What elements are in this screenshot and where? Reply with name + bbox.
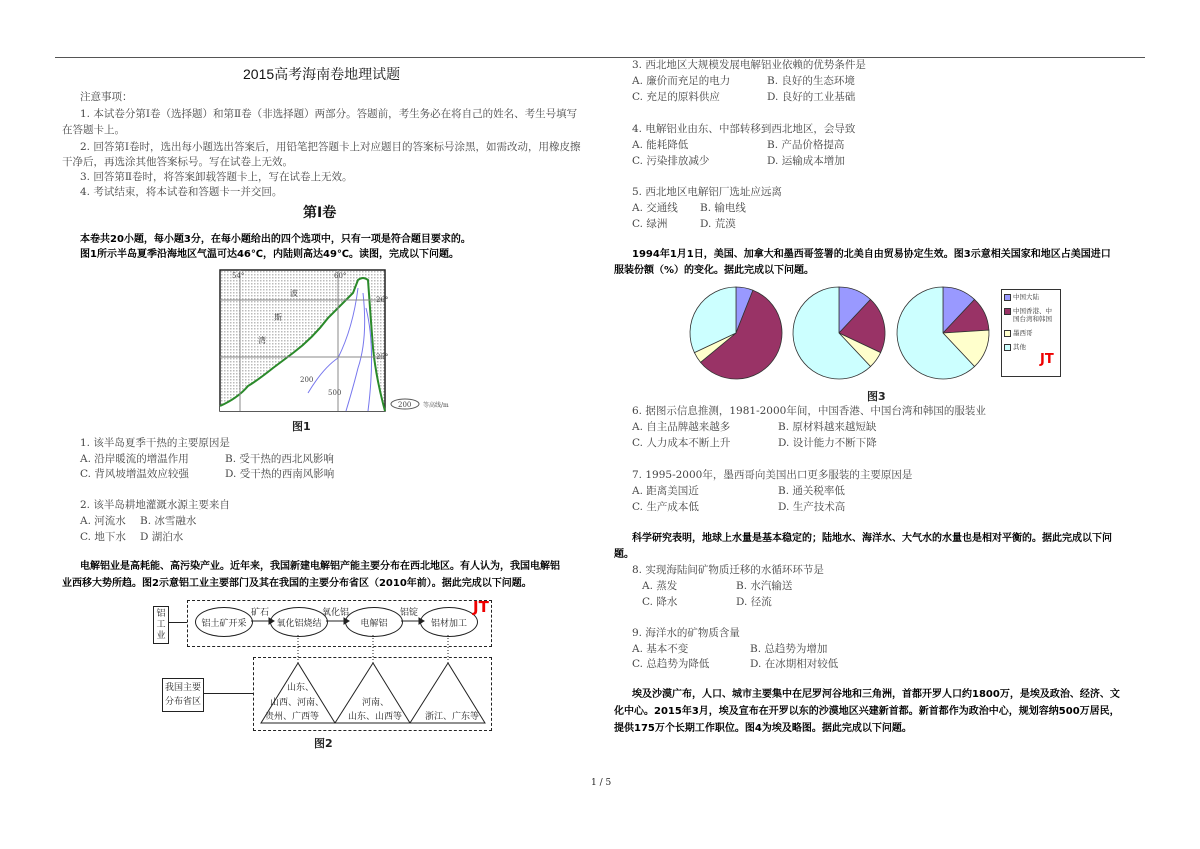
option: C. 背风坡增温效应较强 xyxy=(80,468,189,480)
legend-swatch xyxy=(1004,308,1011,315)
option: B. 输电线 xyxy=(700,202,746,214)
sea-label: 波 xyxy=(290,289,298,298)
legend-swatch xyxy=(1004,344,1011,351)
province-text: 山东、 xyxy=(287,683,315,693)
option: D. 荒漠 xyxy=(700,218,736,230)
question-6-stem: 6. 据图示信息推测，1981-2000年间，中国香港、中国台湾和韩国的服装业 xyxy=(632,405,986,417)
region-label: 我国主要分布省区 xyxy=(162,678,204,712)
option: A. 基本不变 xyxy=(632,643,689,655)
figure-1-map xyxy=(218,268,458,414)
sea-label: 湾 xyxy=(258,336,266,345)
figure-3-caption: 图3 xyxy=(867,390,886,403)
option: C. 降水 xyxy=(642,596,678,608)
option: C. 人力成本不断上升 xyxy=(632,437,731,449)
option: B. 总趋势为增加 xyxy=(750,643,828,655)
legend-label: 其他 xyxy=(1013,343,1026,351)
province-text: 河南、 xyxy=(362,698,390,708)
option: A. 能耗降低 xyxy=(632,139,689,151)
question-2-stem: 2. 该半岛耕地灌溉水源主要来自 xyxy=(80,499,230,511)
legend-label: 中国大陆 xyxy=(1013,293,1039,301)
option: D. 径流 xyxy=(736,596,772,608)
lon-label: 54° xyxy=(232,272,245,280)
section-heading: 第Ⅰ卷 xyxy=(303,205,337,221)
option: B. 产品价格提高 xyxy=(767,139,845,151)
option: D. 运输成本增加 xyxy=(767,155,845,167)
passage-text: 题。 xyxy=(614,549,634,560)
notice-line: 在答题卡上。 xyxy=(62,124,125,136)
page-title: 2015高考海南卷地理试题 xyxy=(243,66,401,82)
question-3-stem: 3. 西北地区大规模发展电解铝业依赖的优势条件是 xyxy=(632,59,866,71)
legend-swatch xyxy=(1004,330,1011,337)
option: A. 廉价而充足的电力 xyxy=(632,75,731,87)
option: D. 受干热的西南风影响 xyxy=(225,468,335,480)
question-7-stem: 7. 1995-2000年，墨西哥向美国出口更多服装的主要原因是 xyxy=(632,469,913,481)
option: B. 原材料越来越短缺 xyxy=(778,421,877,433)
passage-text: 服装份额（%）的变化。据此完成以下问题。 xyxy=(614,265,815,276)
notice-heading: 注意事项： xyxy=(80,91,133,103)
watermark-logo: JT xyxy=(1040,352,1054,367)
legend-label: 墨西哥 xyxy=(1013,329,1033,337)
passage-text: 电解铝业是高耗能、高污染产业。近年来，我国新建电解铝产能主要分布在西北地区。有人认为，我国电解铝 xyxy=(80,561,560,572)
option: B. 冰雪融水 xyxy=(140,515,197,527)
passage-text: 埃及沙漠广布，人口、城市主要集中在尼罗河谷地和三角洲，首都开罗人口约1800万，是埃及政治、经济、文 xyxy=(632,689,1120,700)
intro-text: 本卷共20小题，每小题3分，在每小题给出的四个选项中，只有一项是符合题目要求的。 xyxy=(80,234,471,245)
passage-text: 提供175万个长期工作职位。图4为埃及略图。据此完成以下问题。 xyxy=(614,723,912,734)
province-text: 山东、山西等 xyxy=(348,712,403,722)
passage-text: 化中心。2015年3月，埃及宣布在开罗以东的沙漠地区兴建新首都。新首都作为政治中心，规划容纳500万居民， xyxy=(614,706,1120,717)
option: A. 蒸发 xyxy=(642,580,678,592)
lat-label: 25° xyxy=(376,353,389,361)
option: C. 充足的原料供应 xyxy=(632,91,720,103)
chart-legend xyxy=(1001,289,1061,377)
option: C. 绿洲 xyxy=(632,218,668,230)
contour-label: 200 xyxy=(300,376,314,384)
notice-line: 3. 回答第Ⅱ卷时，将答案卸载答题卡上，写在试卷上无效。 xyxy=(80,171,353,183)
option: A. 交通线 xyxy=(632,202,678,214)
option: D. 生产技术高 xyxy=(778,501,846,513)
option: D. 在冰期相对较低 xyxy=(750,658,839,670)
legend-item xyxy=(1004,293,1058,301)
option: C. 生产成本低 xyxy=(632,501,699,513)
watermark-logo: JT xyxy=(473,598,487,616)
arrow-label: 铝锭 xyxy=(400,608,419,618)
question-5-stem: 5. 西北地区电解铝厂选址应远离 xyxy=(632,186,782,198)
province-text: 贵州、广西等 xyxy=(265,712,320,722)
question-9-stem: 9. 海洋水的矿物质含量 xyxy=(632,627,740,639)
passage-text: 业西移大势所趋。图2示意铝工业主要部门及其在我国的主要分布省区（2010年前）。据此完成以下问题。 xyxy=(62,578,532,589)
province-text: 浙江、广东等 xyxy=(425,712,480,722)
figure-1-caption: 图1 xyxy=(292,420,311,433)
notice-line: 2. 回答第Ⅰ卷时，选出每小题选出答案后，用铅笔把答题卡上对应题目的答案标号涂黑，如需改动，用橡皮擦 xyxy=(80,141,581,153)
option: B. 良好的生态环境 xyxy=(767,75,855,87)
option: B. 受干热的西北风影响 xyxy=(225,453,334,465)
option: D. 设计能力不断下降 xyxy=(778,437,877,449)
option: A. 河流水 xyxy=(80,515,126,527)
option: D. 良好的工业基础 xyxy=(767,91,856,103)
legend-label: 等高线/m xyxy=(423,402,449,409)
option: A. 距离美国近 xyxy=(632,485,699,497)
passage-text: 科学研究表明，地球上水量是基本稳定的；陆地水、海洋水、大气水的水量也是相对平衡的。据此完成以下问 xyxy=(632,533,1112,544)
notice-line: 干净后，再选涂其他答案标号。写在试卷上无效。 xyxy=(62,156,293,168)
passage-text: 1994年1月1日，美国、加拿大和墨西哥签署的北美自由贸易协定生效。图3示意相关国家和地区占美国进口 xyxy=(632,249,1111,260)
stage-alumina: 氧化铝烧结 xyxy=(270,607,328,637)
option: B. 水汽输送 xyxy=(736,580,793,592)
question-8-stem: 8. 实现海陆间矿物质迁移的水循环环节是 xyxy=(632,564,824,576)
figure-2-caption: 图2 xyxy=(314,737,333,750)
stage-processing: 铝材加工 xyxy=(420,607,478,637)
intro-text: 图1所示半岛夏季沿海地区气温可达46℃，内陆则高达49℃。读图，完成以下问题。 xyxy=(80,249,460,260)
legend-swatch xyxy=(1004,294,1011,301)
sea-label: 斯 xyxy=(274,313,282,322)
figure-3-pie-charts xyxy=(680,285,1000,385)
legend-item xyxy=(1004,343,1058,351)
question-1-stem: 1. 该半岛夏季干热的主要原因是 xyxy=(80,437,230,449)
arrow-label: 矿石 xyxy=(251,608,270,618)
option: D 湖泊水 xyxy=(140,531,184,543)
arrow-label: 氧化铝 xyxy=(322,608,350,618)
aluminum-industry-label: 铝工业 xyxy=(153,606,169,644)
lon-label: 60° xyxy=(334,272,347,280)
notice-line: 1. 本试卷分第Ⅰ卷（选择题）和第Ⅱ卷（非选择题）两部分。答题前，考生务必在将自己的姓名、考生号填写 xyxy=(80,108,578,120)
option: C. 地下水 xyxy=(80,531,126,543)
question-4-stem: 4. 电解铝业由东、中部转移到西北地区，会导致 xyxy=(632,123,856,135)
legend-value: 200 xyxy=(398,401,412,409)
legend-item xyxy=(1004,329,1058,337)
lat-label: 26° xyxy=(376,296,389,304)
page-number: 1 / 5 xyxy=(591,778,612,788)
header-rule xyxy=(55,57,1145,58)
legend-item xyxy=(1004,307,1058,323)
option: C. 污染排放减少 xyxy=(632,155,710,167)
legend-label: 中国香港、中国台湾和韩国 xyxy=(1013,307,1052,323)
contour-label: 500 xyxy=(328,389,342,397)
option: C. 总趋势为降低 xyxy=(632,658,710,670)
stage-electrolysis: 电解铝 xyxy=(345,607,403,637)
province-text: 山西、河南、 xyxy=(270,698,325,708)
notice-line: 4. 考试结束，将本试卷和答题卡一并交回。 xyxy=(80,186,283,198)
option: B. 通关税率低 xyxy=(778,485,845,497)
option: A. 自主品牌越来越多 xyxy=(632,421,731,433)
stage-bauxite: 铝土矿开采 xyxy=(195,607,253,637)
option: A. 沿岸暖流的增温作用 xyxy=(80,453,189,465)
